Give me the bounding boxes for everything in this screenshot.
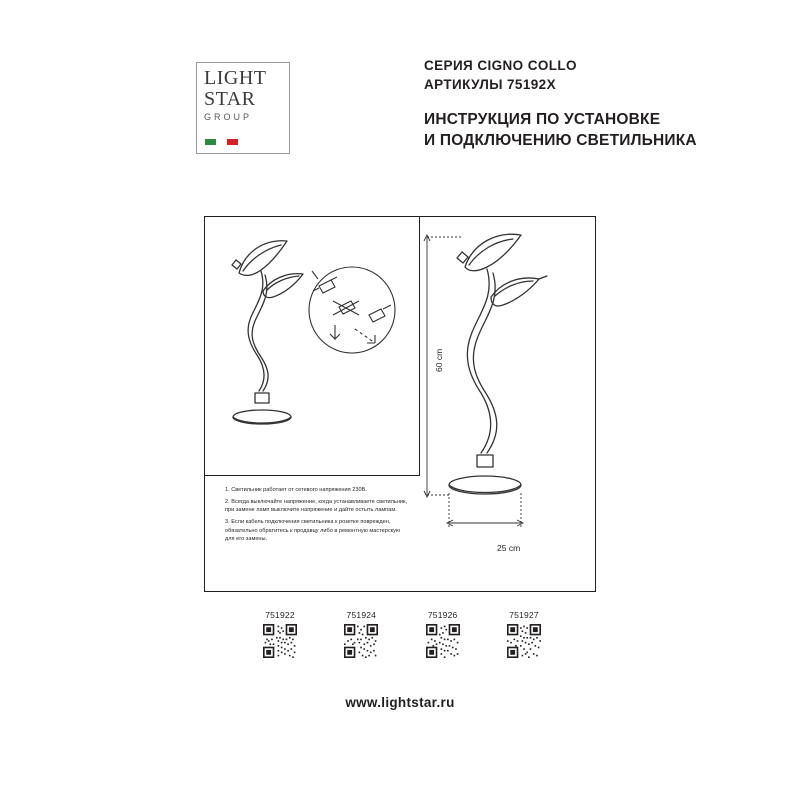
qr-code-label: 751926 [427, 610, 458, 620]
brand-logo-line1: LIGHT [204, 67, 267, 89]
article-label: АРТИКУЛЫ 75192X [424, 77, 556, 92]
document-footer [0, 694, 800, 712]
qr-code-icon [507, 624, 541, 658]
qr-code-label: 751924 [346, 610, 377, 620]
italian-flag-icon [205, 139, 238, 145]
document-header [196, 58, 697, 168]
qr-code-row [252, 610, 552, 658]
lamp-illustration-right [421, 227, 597, 567]
qr-item [333, 610, 389, 658]
qr-item [415, 610, 471, 658]
frame-divider-vertical [419, 217, 420, 476]
note-item: 1. Светильник работает от сетевого напряжения 230В. [225, 487, 367, 493]
note-item: 3. Если кабель подключения светильника к розетке поврежден, обязательно обратитесь к продавцу либо в ремонтную мастерскую для его замены. [225, 518, 401, 543]
dimension-height-label: 60 cm [434, 348, 444, 372]
qr-code-label: 751927 [509, 610, 539, 620]
frame-divider-horizontal [205, 475, 419, 476]
qr-code-label: 751922 [265, 610, 295, 620]
note-item: 2. Всегда выключайте напряжение, когда устанавливаете светильник, при замене ламп выключите напряжение и дайте остыть лампам. [225, 498, 408, 514]
qr-code-icon [263, 624, 297, 658]
series-label: СЕРИЯ CIGNO COLLO [424, 58, 577, 73]
title-block [424, 58, 697, 152]
qr-item [252, 610, 308, 658]
instruction-line-2: И ПОДКЛЮЧЕНИЮ СВЕТИЛЬНИКА [424, 131, 697, 149]
instruction-line-1: ИНСТРУКЦИЯ ПО УСТАНОВКЕ [424, 111, 661, 128]
brand-logo-line2: STAR [204, 88, 256, 110]
brand-logo-text [204, 68, 266, 122]
lamp-illustration-left [205, 217, 419, 475]
qr-code-icon [344, 624, 378, 658]
qr-code-icon [426, 624, 460, 658]
brand-logo [196, 62, 290, 154]
brand-logo-line3: GROUP [204, 112, 253, 122]
website-url[interactable]: www.lightstar.ru [345, 695, 455, 710]
dimension-width-label: 25 cm [497, 543, 521, 553]
qr-item [496, 610, 552, 658]
instruction-notes [225, 486, 410, 547]
